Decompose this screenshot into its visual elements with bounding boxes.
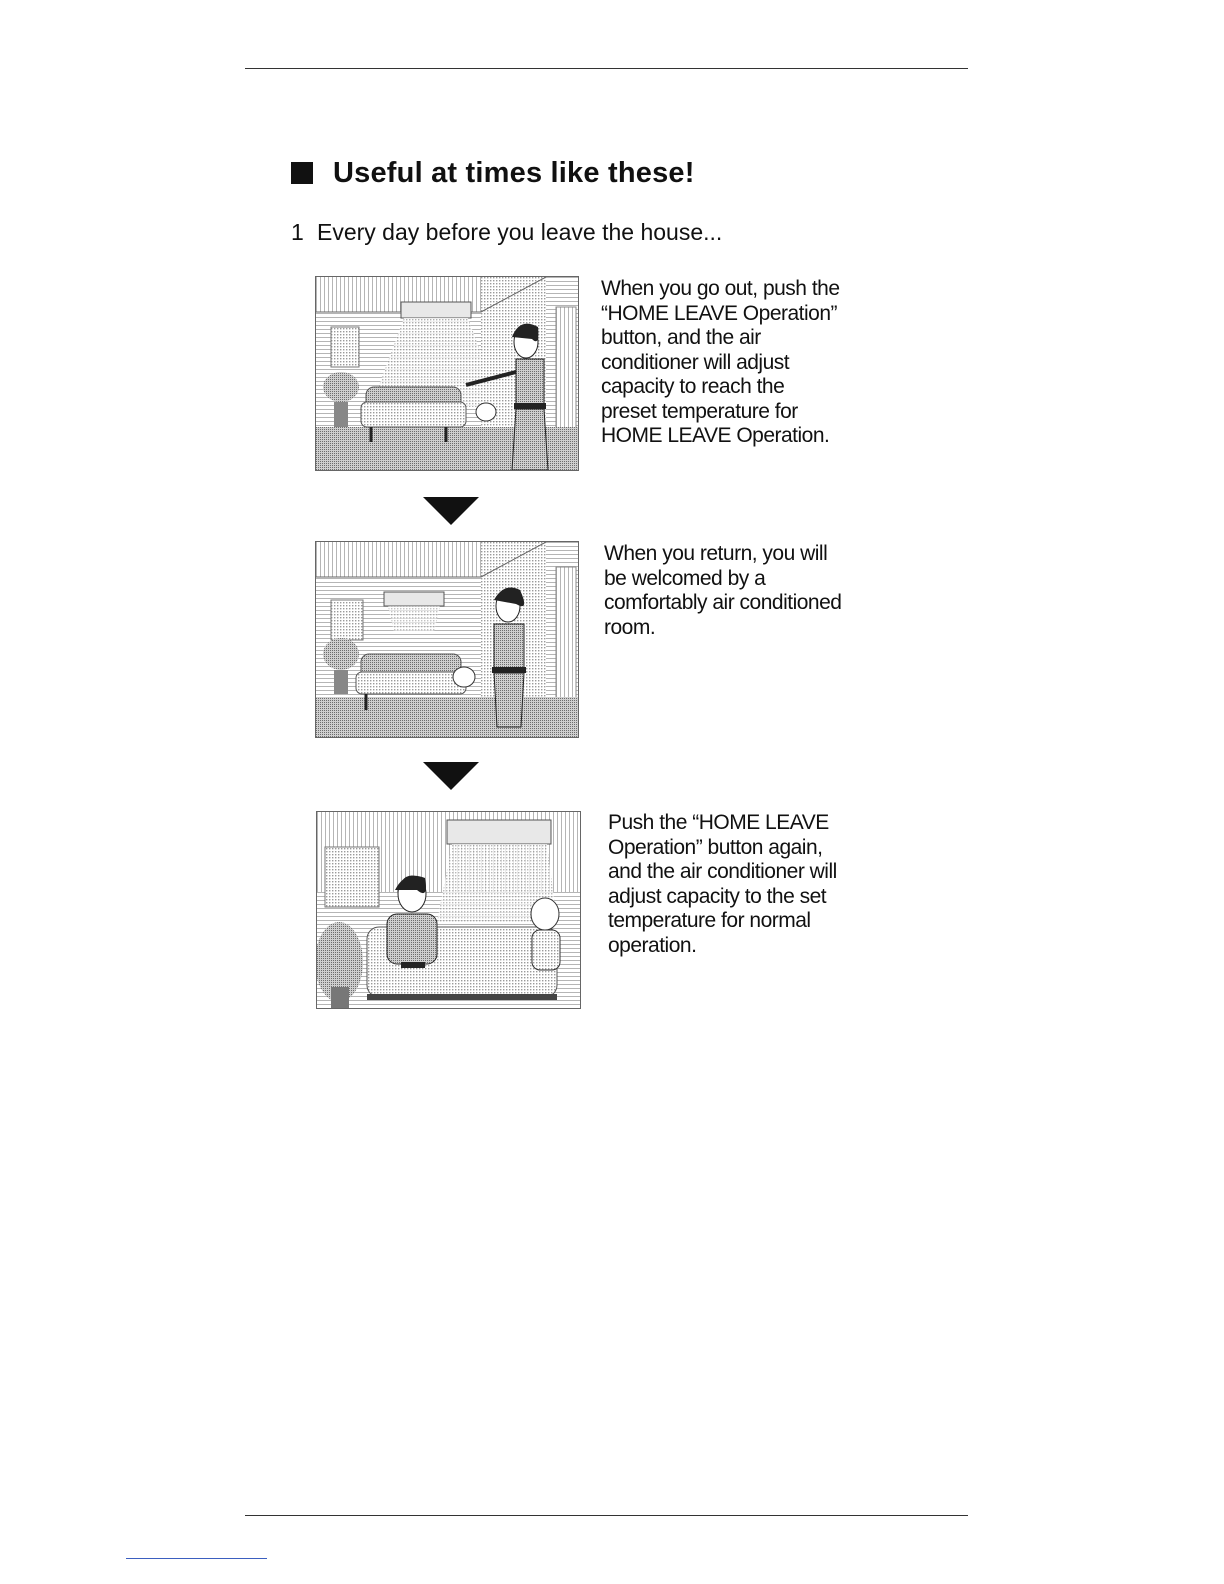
subsection-heading (291, 219, 722, 246)
step-1-description: When you go out, push the “HOME LEAVE Operation” button, and the air conditioner will adjust capacity to reach the preset temperature for HOME LEAVE Operation. (601, 277, 840, 447)
header-rule (245, 68, 968, 69)
footer-rule (245, 1515, 968, 1516)
woman-leaving-room-illustration (315, 276, 579, 471)
footer-link-underline (126, 1558, 267, 1559)
arrow-down-icon (423, 497, 479, 525)
subsection-number: 1 (291, 219, 304, 245)
subsection-title: Every day before you leave the house... (317, 219, 723, 245)
square-bullet-icon (291, 162, 313, 184)
page-title: Useful at times like these! (333, 156, 695, 189)
arrow-down-icon (423, 762, 479, 790)
step-3-description: Push the “HOME LEAVE Operation” button again, and the air conditioner will adjust capacity to the set temperature for normal operation. (608, 811, 837, 957)
step-2-description: When you return, you will be welcomed by a comfortably air conditioned room. (604, 542, 842, 639)
section-heading (291, 153, 695, 193)
woman-returning-room-illustration (315, 541, 579, 738)
woman-relaxing-room-illustration (316, 811, 581, 1009)
